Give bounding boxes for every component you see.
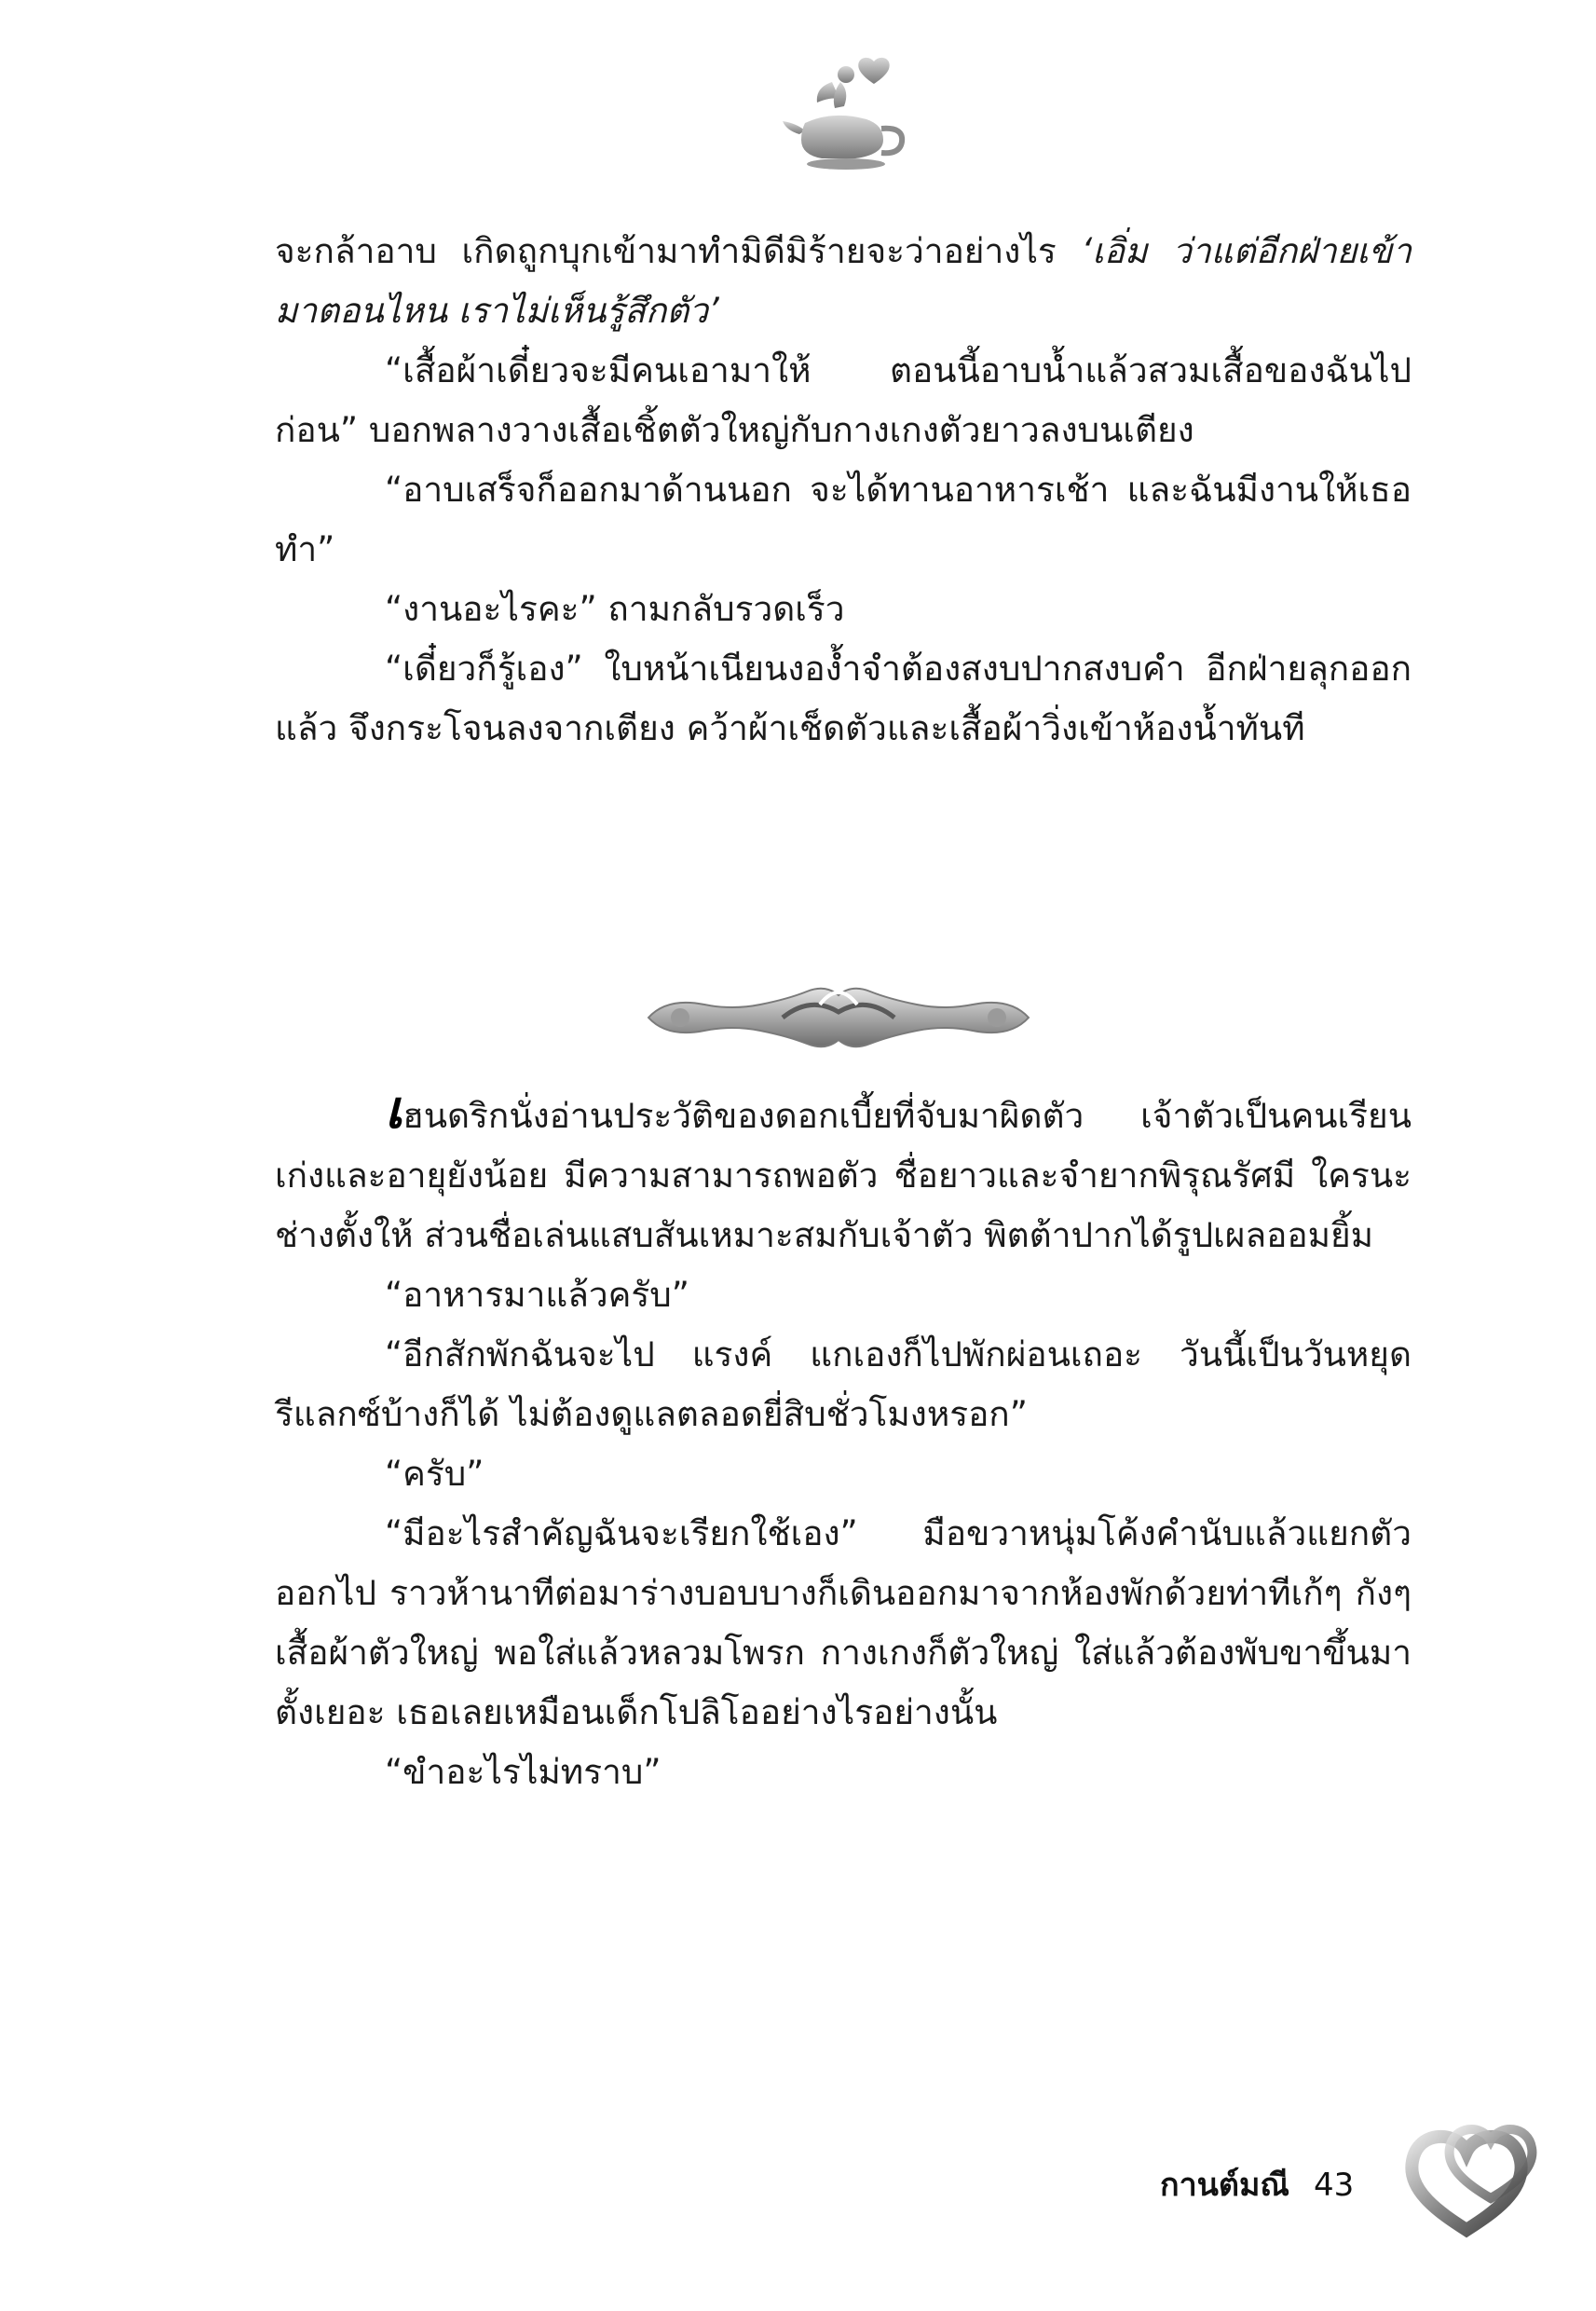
italic-thought: ‘เอิ่ม ว่าแต่อีกฝ่ายเข้ามาตอนไหน เราไม่เห็นรู้สึกตัว’ xyxy=(275,231,1412,331)
paragraph-text: จะกล้าอาบ เกิดถูกบุกเข้ามาทำมิดีมิร้ายจะว่าอย่างไร xyxy=(275,231,1082,271)
paragraph xyxy=(275,460,1412,580)
paragraph-text: “ครับ” xyxy=(385,1454,484,1494)
paragraph-text: ฮนดริกนั่งอ่านประวัติของดอกเบี้ยที่จับมาผิดตัว เจ้าตัวเป็นคนเรียนเก่งและอายุยังน้อย มีความสามารถพอตัว ชื่อยาวและจำยากพิรุณรัศมี ใครนะช่างตั้งให้ ส่วนชื่อเล่นแสบสันเหมาะสมกับเจ้าตัว พิตต้าปากได้รูปเผลออมยิ้ม xyxy=(275,1096,1412,1255)
scroll-flourish-icon xyxy=(643,977,1034,1057)
paragraph-text: “งานอะไรคะ” ถามกลับรวดเร็ว xyxy=(385,589,845,629)
paragraph xyxy=(275,1079,1412,1265)
paragraph-text: “เสื้อผ้าเดี๋ยวจะมีคนเอามาให้ ตอนนี้อาบน้ำแล้วสวมเสื้อของฉันไปก่อน” บอกพลางวางเสื้อเชิ้ตตัวใหญ่กับกางเกงตัวยาวลงบนเตียง xyxy=(275,350,1412,450)
paragraph xyxy=(275,1743,1412,1802)
paragraph-text: “เดี๋ยวก็รู้เอง” ใบหน้าเนียนงอง้ำจำต้องสงบปากสงบคำ อีกฝ่ายลุกออกแล้ว จึงกระโจนลงจากเตียง คว้าผ้าเช็ดตัวและเสื้อผ้าวิ่งเข้าห้องน้ำทันที xyxy=(275,649,1412,748)
paragraph xyxy=(275,1444,1412,1504)
text-block-bottom xyxy=(275,1079,1412,1802)
paragraph-text: “ขำอะไรไม่ทราบ” xyxy=(385,1752,662,1792)
text-block-top xyxy=(275,222,1412,759)
page-footer xyxy=(1160,2159,1354,2209)
paragraph-text: “มีอะไรสำคัญฉันจะเรียกใช้เอง” มือขวาหนุ่มโค้งคำนับแล้วแยกตัวออกไป ราวห้านาทีต่อมาร่างบอบบางก็เดินออกมาจากห้องพักด้วยท่าทีเก้ๆ กังๆ เสื้อผ้าตัวใหญ่ พอใส่แล้วหลวมโพรก กางเกงก็ตัวใหญ่ ใส่แล้วต้องพับขาขึ้นมาตั้งเยอะ เธอเลยเหมือนเด็กโปลิโออย่างไรอย่างนั้น xyxy=(275,1513,1412,1732)
paragraph xyxy=(275,1325,1412,1444)
paragraph xyxy=(275,1265,1412,1325)
cupid-teapot-icon xyxy=(781,54,921,175)
paragraph xyxy=(275,639,1412,759)
paragraph xyxy=(275,1504,1412,1743)
paragraph-text: “อาบเสร็จก็ออกมาด้านนอก จะได้ทานอาหารเช้า และฉันมีงานให้เธอทำ” xyxy=(275,470,1412,569)
book-title: กานต์มณี xyxy=(1160,2167,1289,2204)
paragraph xyxy=(275,222,1412,341)
paragraph-text: “อีกสักพักฉันจะไป แรงค์ แกเองก็ไปพักผ่อนเถอะ วันนี้เป็นวันหยุด รีแลกซ์บ้างก็ได้ ไม่ต้องดูแลตลอดยี่สิบชั่วโมงหรอก” xyxy=(275,1334,1412,1434)
interlocked-rings-icon xyxy=(1398,2120,1547,2239)
paragraph xyxy=(275,580,1412,639)
page-number: 43 xyxy=(1313,2167,1355,2204)
drop-cap: เ xyxy=(385,1079,403,1141)
paragraph-text: “อาหารมาแล้วครับ” xyxy=(385,1275,689,1315)
paragraph xyxy=(275,341,1412,460)
